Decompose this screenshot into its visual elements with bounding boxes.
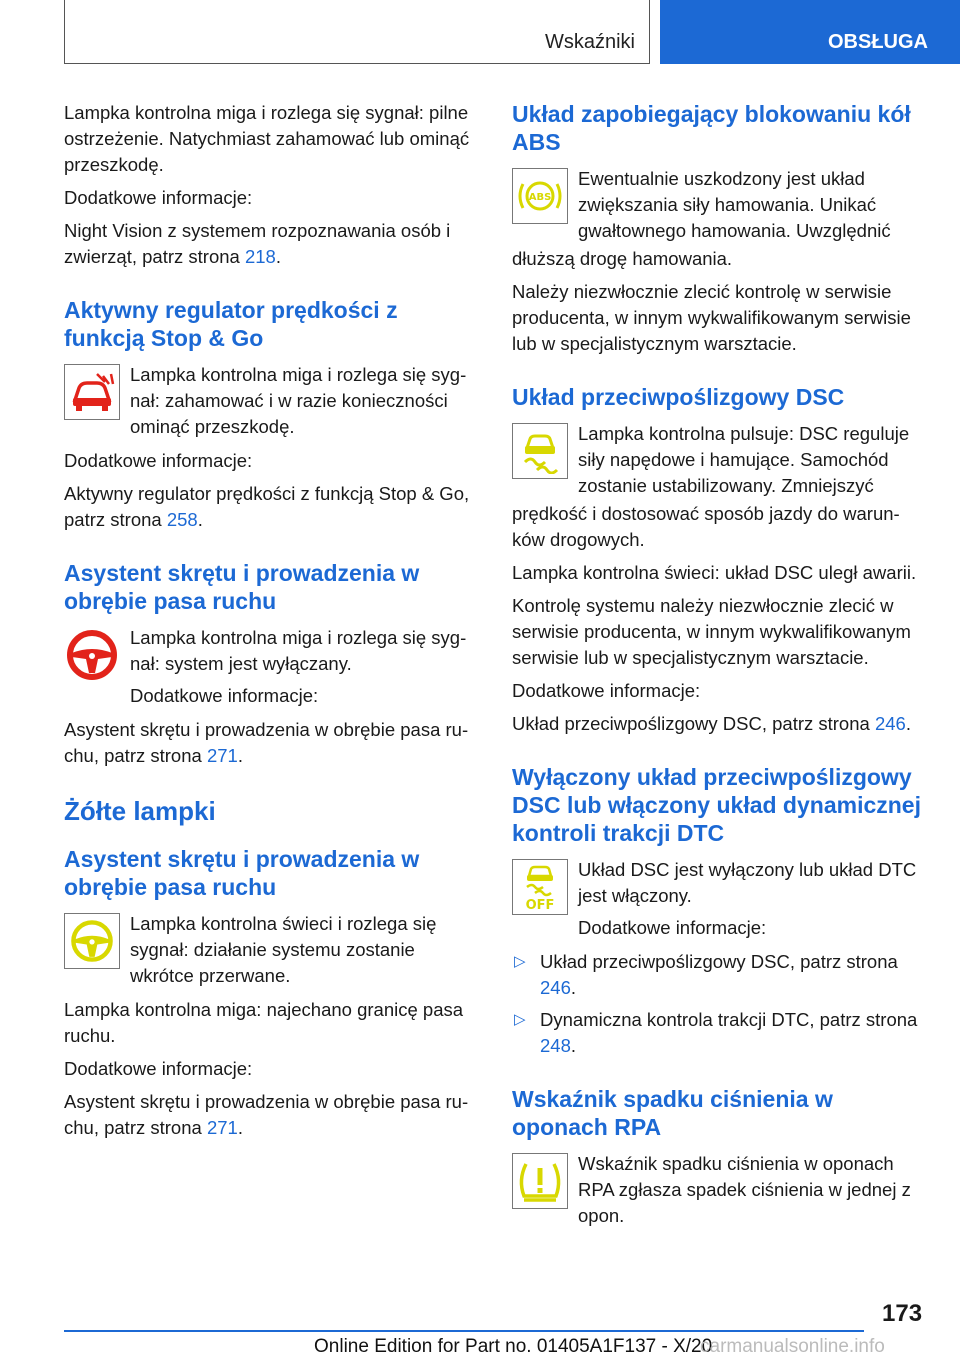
steering-wheel-red-icon bbox=[64, 627, 120, 683]
header-section-title: Wskaźniki bbox=[544, 31, 635, 53]
dsc-skid-icon bbox=[512, 423, 568, 479]
dsc-indicator-text: Lampka kontrolna pulsuje: DSC reguluje siły napędowe i hamujące. Samochód zostanie ustabilizowany. Zmniejszyć bbox=[578, 423, 910, 496]
night-vision-warning-text: Lampka kontrolna miga i rozlega się sygnał: pilne ostrzeżenie. Natychmiast zahamować lub ominąć przeszkodę. bbox=[64, 102, 470, 175]
steering-wheel-yellow-icon bbox=[64, 913, 120, 969]
page-link-271-b[interactable]: 271 bbox=[206, 1117, 238, 1138]
heading-abs: Układ zapobiegający blokowaniu kół ABS bbox=[512, 101, 911, 155]
dsc-off-indicator bbox=[512, 857, 928, 947]
additional-info-label: Dodatkowe informacje: bbox=[64, 187, 253, 208]
lane-assist-yellow-reference: Asystent skrętu i prowadzenia w obrębie pasa ru-chu, patrz strona 271. bbox=[64, 1091, 469, 1138]
list-item: ▷ Układ przeciwpoślizgowy DSC, patrz strona 246. bbox=[514, 951, 898, 998]
footer-divider bbox=[64, 1330, 864, 1332]
abs-warning-icon bbox=[512, 168, 568, 224]
page-link-258[interactable]: 258 bbox=[166, 509, 198, 530]
car-collision-warning-icon bbox=[64, 364, 120, 420]
night-vision-reference: Night Vision z systemem rozpoznawania osób i zwierząt, patrz strona 218. bbox=[64, 220, 451, 267]
page-link-218[interactable]: 218 bbox=[244, 246, 276, 267]
triangle-bullet-icon: ▷ bbox=[514, 953, 526, 970]
page-number: 173 bbox=[882, 1300, 923, 1327]
list-item: ▷ Dynamiczna kontrola trakcji DTC, patrz strona 248. bbox=[514, 1009, 918, 1056]
heading-acc-stop-go: Aktywny regulator prędkości z funkcją Stop & Go bbox=[64, 297, 398, 351]
dsc-reference: Układ przeciwpoślizgowy DSC, patrz strona 246. bbox=[512, 713, 911, 734]
heading-dsc: Układ przeciwpoślizgowy DSC bbox=[512, 384, 845, 410]
header-chapter-title: OBSŁUGA bbox=[828, 31, 928, 53]
lane-assist-red-indicator bbox=[64, 625, 482, 715]
dsc-off-text: Układ DSC jest wyłączony lub układ DTC jest włączony. bbox=[578, 859, 917, 906]
lane-assist-yellow-additional: Dodatkowe informacje: bbox=[64, 1058, 253, 1079]
triangle-bullet-icon: ▷ bbox=[514, 1011, 526, 1028]
abs-indicator bbox=[512, 166, 928, 250]
abs-indicator-text: Ewentualnie uszkodzony jest układ zwiększania siły hamowania. Unikać gwałtownego hamowania. Uwzględnić bbox=[578, 168, 891, 241]
heading-rpa: Wskaźnik spadku ciśnienia w oponach RPA bbox=[512, 1086, 833, 1140]
svg-text:OFF: OFF bbox=[525, 898, 555, 912]
header-section-tab bbox=[64, 0, 650, 64]
tire-pressure-warning-icon bbox=[512, 1153, 568, 1209]
svg-text:ABS: ABS bbox=[528, 192, 552, 203]
lane-assist-yellow-blink-text: Lampka kontrolna miga: najechano granicę pasa ruchu. bbox=[64, 999, 464, 1046]
lane-assist-red-text: Lampka kontrolna miga i rozlega się syg-nał: system jest wyłączany. bbox=[130, 627, 467, 674]
left-column bbox=[64, 100, 482, 1148]
lane-assist-red-additional: Dodatkowe informacje: bbox=[130, 685, 319, 706]
dsc-off-reference-list bbox=[512, 949, 928, 1059]
footer-edition: Online Edition for Part no. 01405A1F137 - X/20 bbox=[314, 1336, 713, 1357]
lane-assist-yellow-indicator bbox=[64, 911, 482, 995]
acc-indicator bbox=[64, 362, 482, 446]
lane-assist-yellow-text: Lampka kontrolna świeci i rozlega się sygnał: działanie systemu zostanie wkrótce przerwane. bbox=[130, 913, 437, 986]
dsc-additional-label: Dodatkowe informacje: bbox=[512, 680, 701, 701]
rpa-indicator bbox=[512, 1151, 928, 1235]
page-link-271[interactable]: 271 bbox=[206, 745, 238, 766]
footer-watermark: carmanualsonline.info bbox=[700, 1336, 885, 1357]
abs-continued-text: dłuższą drogę hamowania. bbox=[512, 248, 733, 269]
lane-assist-red-reference: Asystent skrętu i prowadzenia w obrębie pasa ru-chu, patrz strona 271. bbox=[64, 719, 469, 766]
heading-lane-assist-red: Asystent skrętu i prowadzenia w obrębie pasa ruchu bbox=[64, 560, 420, 614]
heading-dsc-off-dtc: Wyłączony układ przeciwpoślizgowy DSC lub włączony układ dynamicznej kontroli trakcji DTC bbox=[512, 764, 921, 846]
dsc-off-additional: Dodatkowe informacje: bbox=[578, 917, 767, 938]
right-column bbox=[512, 100, 928, 1237]
dsc-off-icon bbox=[512, 859, 568, 915]
header-chapter-tab bbox=[660, 0, 960, 64]
dsc-indicator bbox=[512, 421, 928, 505]
page-link-248[interactable]: 248 bbox=[540, 1035, 571, 1056]
acc-indicator-text: Lampka kontrolna miga i rozlega się syg-nał: zahamować i w razie konieczności ominąć przeszkodę. bbox=[130, 364, 467, 437]
acc-additional-label: Dodatkowe informacje: bbox=[64, 450, 253, 471]
dsc-fault-text: Lampka kontrolna świeci: układ DSC uległ awarii. bbox=[512, 562, 917, 583]
dsc-continued-text: prędkość i dostosować sposób jazdy do warun-ków drogowych. bbox=[512, 503, 900, 550]
heading-yellow-lamps: Żółte lampki bbox=[64, 796, 216, 826]
abs-service-text: Należy niezwłocznie zlecić kontrolę w serwisie producenta, w innym wykwalifikowanym serwisie lub w specjalistycznym warsztacie. bbox=[512, 281, 911, 354]
acc-reference: Aktywny regulator prędkości z funkcją Stop & Go, patrz strona 258. bbox=[64, 483, 470, 530]
dsc-service-text: Kontrolę systemu należy niezwłocznie zlecić w serwisie producenta, w innym wykwalifikowanym serwisie lub w specjalistycznym warsztacie. bbox=[512, 595, 911, 668]
page-link-246-b[interactable]: 246 bbox=[540, 977, 571, 998]
rpa-indicator-text: Wskaźnik spadku ciśnienia w oponach RPA zgłasza spadek ciśnienia w jednej z opon. bbox=[578, 1153, 911, 1226]
heading-lane-assist-yellow: Asystent skrętu i prowadzenia w obrębie pasa ruchu bbox=[64, 846, 420, 900]
page-link-246[interactable]: 246 bbox=[874, 713, 906, 734]
